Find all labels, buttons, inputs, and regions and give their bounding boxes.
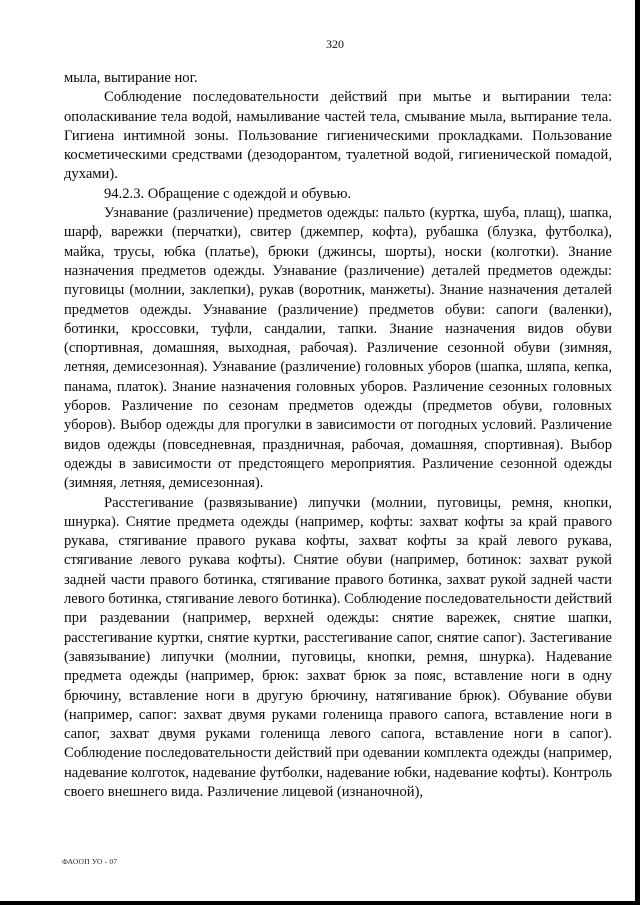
document-body [64,69,612,802]
paragraph-dressing-undressing: Расстегивание (развязывание) липучки (молнии, пуговицы, ремня, кнопки, шнурка). Снятие предмета одежды (например, кофты: захват кофты за край правого рукава, стягивание правого рукава кофты, захват кофты за край левого рукава, стягивание левого рукава кофты). Снятие обуви (например, ботинок: захват рукой задней части правого ботинка, стягивание правого ботинка, захват рукой задней части левого ботинка, стягивание левого ботинка). Соблюдение последовательности действий при раздевании (например, верхней одежды: снятие варежек, снятие шапки, расстегивание куртки, снятие куртки, расстегивание сапог, снятие сапог). Застегивание (завязывание) липучки (молнии, пуговицы, кнопки, ремня, шнурка). Надевание предмета одежды (например, брюк: захват брюк за пояс, вставление ноги в одну брючину, вставление ноги в другую брючину, натягивание брюк). Обувание обуви (например, сапог: захват двумя руками голенища правого сапога, вставление ноги в сапог, захват двумя руками голенища левого сапога, вставление ноги в сапог). Соблюдение последовательности действий при одевании комплекта одежды (например, надевание колготок, надевание футболки, надевание юбки, надевание кофты). Контроль своего внешнего вида. Различение лицевой (изнаночной), [64,494,612,800]
footer-code: ФАООП УО - 07 [62,857,118,866]
section-heading: 94.2.3. Обращение с одеждой и обувью. [104,185,352,202]
paragraph-continuation: мыла, вытирание ног. [64,70,198,86]
page-number: 320 [326,37,344,51]
paragraph-body-washing: Соблюдение последовательности действий при мытье и вытирании тела: ополаскивание тела водой, намыливание частей тела, смывание мыла, вытирание тела. Гигиена интимной зоны. Пользование гигиеническими прокладками. Пользование косметическими средствами (дезодорантом, туалетной водой, гигиенической помадой, духами). [64,89,612,183]
paragraph-clothing-recognition: Узнавание (различение) предметов одежды: пальто (куртка, шуба, плащ), шапка, шарф, варежки (перчатки), свитер (джемпер, кофта), рубашка (блузка, футболка), майка, трусы, юбка (платье), брюки (джинсы, шорты), носки (колготки). Знание назначения предметов одежды. Узнавание (различение) деталей предметов одежды: пуговицы (молнии, заклепки), рукав (воротник, манжеты). Знание назначения деталей предметов одежды. Узнавание (различение) предметов обуви: сапоги (валенки), ботинки, кроссовки, туфли, сандалии, тапки. Знание назначения видов обуви (спортивная, домашняя, выходная, рабочая). Различение сезонной обуви (зимняя, летняя, демисезонная). Узнавание (различение) головных уборов (шапка, шляпа, кепка, панама, платок). Знание назначения головных уборов. Различение сезонных головных уборов. Различение по сезонам предметов одежды (предметов обуви, головных уборов). Выбор одежды для прогулки в зависимости от погодных условий. Различение видов одежды (повседневная, праздничная, рабочая, домашняя, спортивная). Выбор одежды в зависимости от предстоящего мероприятия. Различение сезонной одежды (зимняя, летняя, демисезонная). [64,205,612,492]
page-edge-bottom [0,901,640,905]
page-edge-right [635,0,640,905]
